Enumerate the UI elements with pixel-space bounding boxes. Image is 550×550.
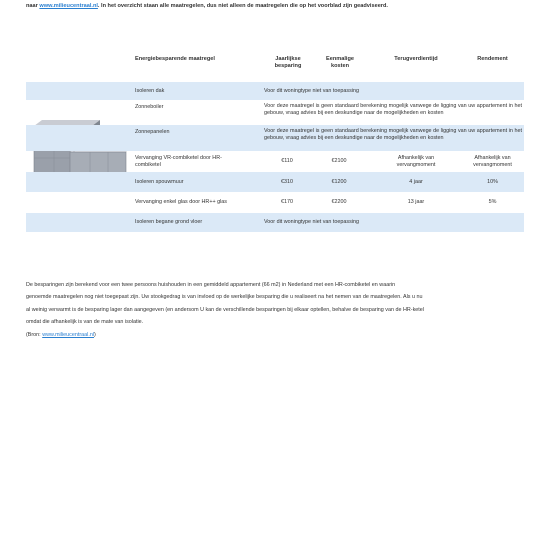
milieucentraal-link[interactable]: www.milieucentraal.nl [39, 3, 98, 9]
intro-suffix: . In het overzicht staan alle maatregelen, dus niet alleen de maatregelen die op het voorblad zijn geadviseerd. [97, 3, 388, 9]
source-prefix: (Bron: [26, 331, 43, 338]
row-once: €2100 [331, 158, 347, 164]
source-line [26, 329, 526, 341]
row-once: €1200 [331, 179, 347, 185]
row-payback: Afhankelijk van vervangmoment [396, 155, 436, 168]
footnote-line: al weinig verwarmt is de besparing lager dan aangegeven (en andersom U kan de verschillende besparingen bij elkaar optellen, behalve de besparing van de HR-ketel [26, 306, 424, 313]
table-row [26, 100, 524, 125]
header-once: Eenmalige kosten [326, 56, 354, 69]
row-yield: Afhankelijk van vervangmoment [473, 155, 512, 168]
header-payback: Terugverdientijd [394, 56, 438, 62]
row-note: Voor deze maatregel is geen standaard berekening mogelijk vanwege de ligging van uw appartement in het gebouw, vraag advies bij een deskundige naar de mogelijkheden en kosten [264, 128, 522, 141]
intro-text [26, 3, 526, 9]
source-link[interactable]: www.milieucentraal.nl [42, 331, 95, 338]
row-measure: Zonneboiler [135, 104, 164, 110]
row-yield: 5% [488, 199, 497, 205]
row-measure: Vervanging enkel glas door HR++ glas [135, 199, 227, 205]
row-once: €2200 [331, 199, 347, 205]
row-note: Voor dit woningtype niet van toepassing [264, 88, 359, 94]
intro-prefix: naar [26, 3, 40, 9]
table-header [26, 52, 524, 82]
footnote-line: genoemde maatregelen nog niet toegepast zijn. Uw stookgedrag is van invloed op de werkelijke besparing die u realiseert na het nemen van de maatregelen. Als u nu [26, 294, 423, 301]
header-measure: Energiebesparende maatregel [135, 56, 215, 62]
row-measure: Isoleren spouwmuur [135, 179, 184, 185]
row-measure: Zonnepanelen [135, 129, 170, 135]
row-yearly: €110 [281, 158, 293, 164]
measures-table [26, 52, 524, 232]
row-measure: Vervanging VR-combiketel door HR-combiketel [135, 155, 222, 168]
table-row [26, 192, 524, 213]
table-row [26, 213, 524, 232]
row-yield: 10% [487, 179, 498, 185]
footnote-line: De besparingen zijn berekend voor een twee persoons huishouden in een gemiddeld appartement (66 m2) in Nederland met een HR-combiketel en waarin [26, 282, 396, 288]
row-payback: 4 jaar [409, 179, 423, 185]
footnote [26, 279, 526, 341]
row-measure: Isoleren dak [135, 88, 165, 94]
header-yearly: Jaarlijkse besparing [274, 56, 302, 69]
table-row [26, 172, 524, 192]
row-note: Voor dit woningtype niet van toepassing [264, 219, 359, 225]
header-yield: Rendement [477, 56, 508, 62]
table-row [26, 151, 524, 172]
table-row [26, 125, 524, 151]
footnote-line: omdat die afhankelijk is van de mate van isolatie. [26, 319, 144, 326]
row-note: Voor deze maatregel is geen standaard berekening mogelijk vanwege de ligging van uw appartement in het gebouw, vraag advies bij een deskundige naar de mogelijkheden en kosten [264, 103, 522, 116]
row-payback: 13 jaar [407, 199, 425, 205]
row-measure: Isoleren begane grond vloer [135, 219, 203, 225]
row-yearly: €310 [281, 179, 293, 185]
row-yearly: €170 [281, 199, 293, 205]
table-row [26, 82, 524, 100]
source-suffix: ) [94, 331, 96, 338]
